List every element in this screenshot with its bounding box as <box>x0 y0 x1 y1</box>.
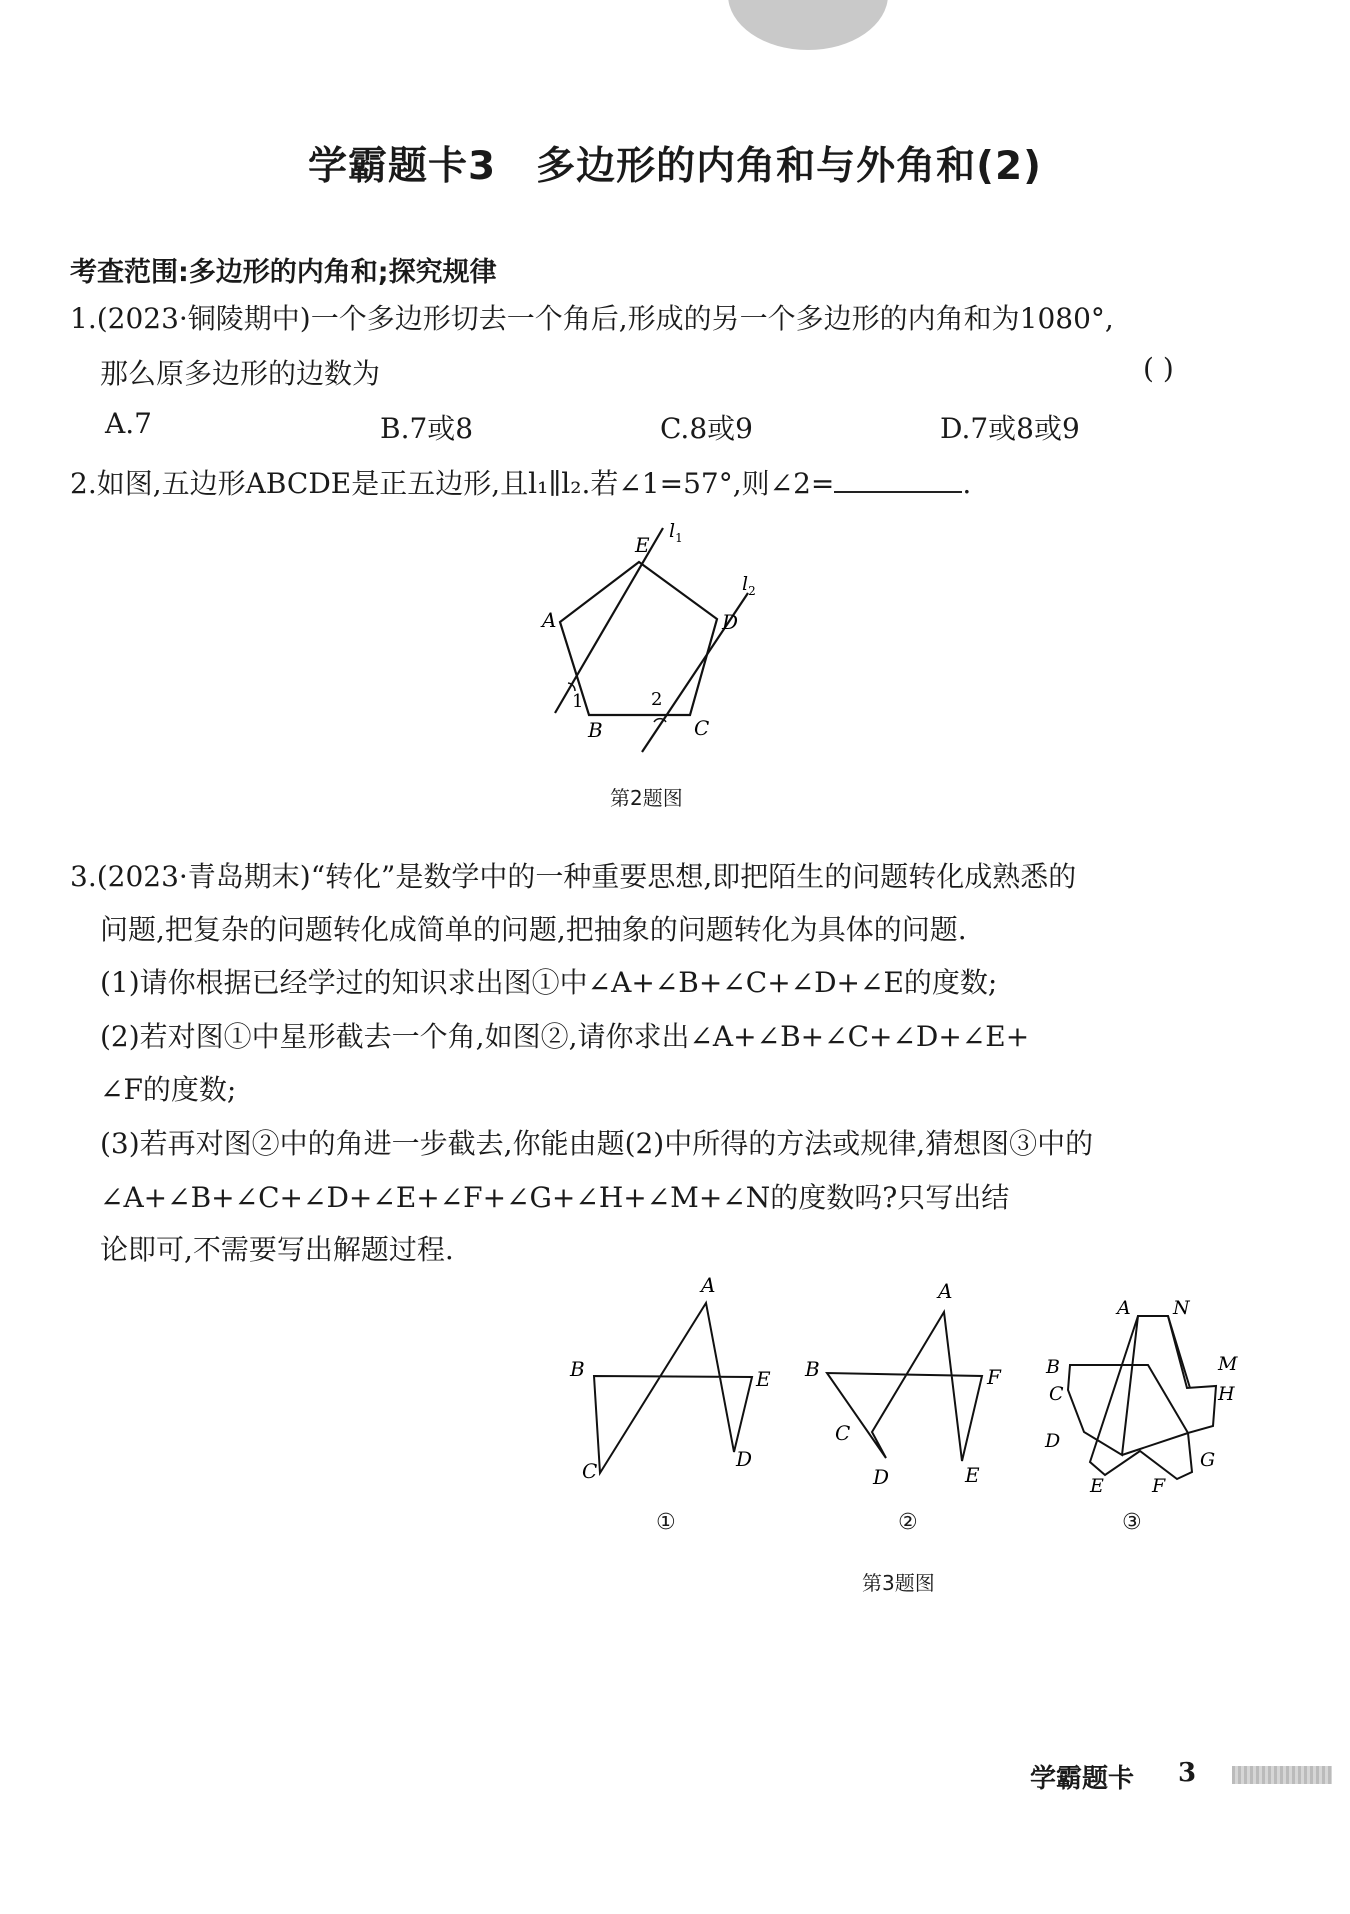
q2-label-angle2: 2 <box>651 689 663 710</box>
fig2-label-b: B <box>805 1357 820 1381</box>
fig3-label-c: C <box>1049 1383 1064 1405</box>
fig1-label-e: E <box>756 1367 771 1391</box>
q2-label-b: B <box>588 718 603 742</box>
q2-text-before: 2.如图,五边形ABCDE是正五边形,且l₁∥l₂.若∠1=57°,则∠2= <box>70 467 835 500</box>
scope-heading: 考查范围:多边形的内角和;探究规律 <box>70 257 497 288</box>
fig3-label-n: N <box>1173 1300 1190 1319</box>
q2-text <box>70 462 971 502</box>
q1-option-a: A.7 <box>105 407 152 440</box>
q3-figure-2 <box>795 1270 1015 1500</box>
fig2-label-f: F <box>987 1365 1001 1389</box>
q3-caption: 第3题图 <box>862 1571 935 1595</box>
q3-line7: ∠A+∠B+∠C+∠D+∠E+∠F+∠G+∠H+∠M+∠N的度数吗?只写出结 <box>100 1181 1010 1214</box>
q2-label-d: D <box>722 610 739 634</box>
fig1-label-d: D <box>736 1447 753 1471</box>
angle2-arc <box>654 719 666 722</box>
q3-line1: 3.(2023·青岛期末)“转化”是数学中的一种重要思想,即把陌生的问题转化成熟悉的 <box>70 860 1077 893</box>
q1-answer-paren: ( ) <box>1143 352 1174 385</box>
fig-label-1: ① <box>656 1510 676 1535</box>
fig3-label-h: H <box>1218 1383 1235 1405</box>
fig3-label-f: F <box>1152 1475 1166 1497</box>
fig1-label-a: A <box>701 1273 716 1297</box>
fig3-label-e: E <box>1090 1475 1104 1497</box>
fig3-label-a: A <box>1117 1300 1131 1319</box>
fig3-inner-line <box>1122 1433 1188 1455</box>
q3-figure-3 <box>1030 1300 1250 1500</box>
q3-line2: 问题,把复杂的问题转化成简单的问题,把抽象的问题转化为具体的问题. <box>100 913 967 946</box>
fig2-label-e: E <box>965 1463 980 1487</box>
fig1-label-b: B <box>570 1357 585 1381</box>
q2-label-angle1: 1 <box>572 691 584 712</box>
q2-caption: 第2题图 <box>610 786 683 810</box>
fig1-star <box>594 1303 752 1473</box>
footer-page-number: 3 <box>1178 1758 1197 1788</box>
fig3-label-b: B <box>1046 1356 1060 1378</box>
q3-line6: (3)若再对图②中的角进一步截去,你能由题(2)中所得的方法或规律,猜想图③中的 <box>100 1127 1094 1160</box>
q2-label-a: A <box>542 608 557 632</box>
q3-line4: (2)若对图①中星形截去一个角,如图②,请你求出∠A+∠B+∠C+∠D+∠E+ <box>100 1020 1030 1053</box>
fig2-label-d: D <box>873 1465 890 1489</box>
q2-pentagon-figure <box>530 515 790 755</box>
fig3-shape-a <box>1068 1316 1216 1455</box>
fig3-label-d: D <box>1045 1430 1061 1452</box>
footer-decoration-bar <box>1232 1766 1332 1784</box>
footer-label: 学霸题卡 <box>1030 1764 1135 1794</box>
pentagon-shape <box>560 562 717 715</box>
q2-answer-blank <box>834 465 962 493</box>
q3-line3: (1)请你根据已经学过的知识求出图①中∠A+∠B+∠C+∠D+∠E的度数; <box>100 966 998 999</box>
fig3-label-g: G <box>1200 1449 1216 1471</box>
q1-line1: 1.(2023·铜陵期中)一个多边形切去一个角后,形成的另一个多边形的内角和为1080°, <box>70 302 1114 335</box>
q2-label-l1: $l_1$ <box>669 520 683 545</box>
fig2-label-c: C <box>835 1421 851 1445</box>
q3-line8: 论即可,不需要写出解题过程. <box>100 1233 454 1266</box>
page-title <box>0 135 1350 191</box>
q1-line2: 那么原多边形的边数为 <box>100 357 381 390</box>
q2-label-e: E <box>635 533 650 557</box>
q3-line5: ∠F的度数; <box>100 1073 237 1106</box>
fig1-label-c: C <box>582 1459 598 1483</box>
fig3-shape-b <box>1090 1316 1192 1479</box>
q2-text-after: . <box>962 467 972 500</box>
q1-option-b: B.7或8 <box>380 412 474 445</box>
top-shadow-decoration <box>728 0 888 50</box>
q2-label-l2: $l_2$ <box>742 573 756 598</box>
title-main: 学霸题卡3 <box>308 144 497 189</box>
fig2-label-a: A <box>938 1279 953 1303</box>
q3-figure-1 <box>560 1270 780 1500</box>
q1-option-d: D.7或8或9 <box>940 412 1080 445</box>
fig3-label-m: M <box>1218 1353 1238 1375</box>
fig-label-3: ③ <box>1122 1510 1142 1535</box>
q1-option-c: C.8或9 <box>660 412 753 445</box>
q2-label-c: C <box>694 716 710 740</box>
title-sub: 多边形的内角和与外角和(2) <box>536 144 1042 189</box>
fig-label-2: ② <box>898 1510 918 1535</box>
